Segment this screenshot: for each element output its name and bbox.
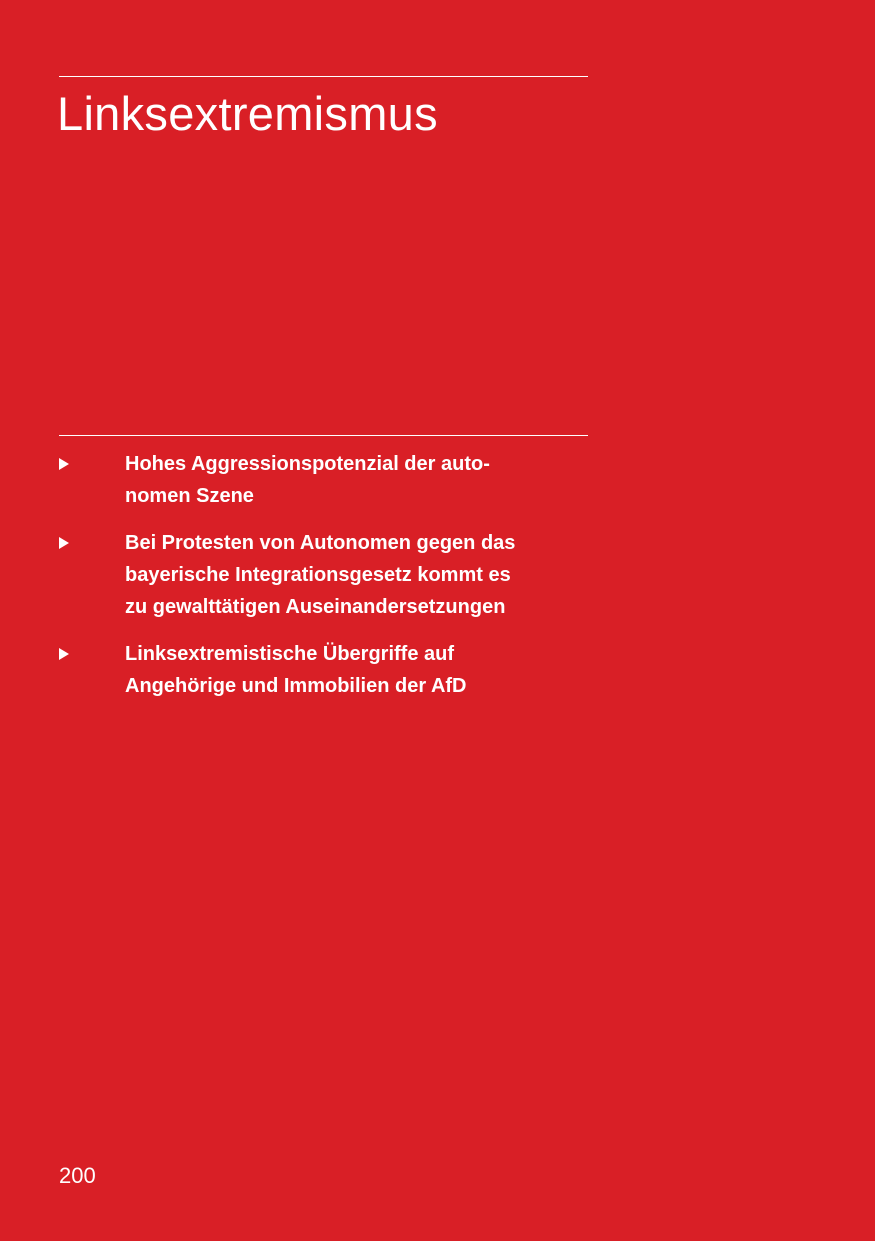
summary-item-line: Bei Protesten von Autonomen gegen das bbox=[125, 532, 516, 554]
summary-item-line: bayerische Integrationsgesetz kommt es bbox=[125, 564, 511, 586]
page-title: Linksextremismus bbox=[57, 87, 438, 140]
triangle-right-icon bbox=[59, 648, 69, 660]
triangle-right-icon bbox=[59, 458, 69, 470]
summary-item bbox=[59, 448, 589, 512]
summary-item-line: Hohes Aggressionspotenzial der auto- bbox=[125, 453, 490, 475]
summary-item-line: zu gewalttätigen Auseinandersetzungen bbox=[125, 596, 506, 618]
summary-item-line: Linksextremistische Übergriffe auf bbox=[125, 643, 454, 665]
summary-item-line: Angehörige und Immobilien der AfD bbox=[125, 675, 467, 697]
page-number: 200 bbox=[59, 1163, 96, 1188]
summary-item bbox=[59, 527, 589, 623]
triangle-right-icon bbox=[59, 537, 69, 549]
summary-item-line: nomen Szene bbox=[125, 485, 254, 507]
summary-item bbox=[59, 638, 589, 702]
top-divider bbox=[59, 76, 588, 77]
summary-list bbox=[59, 448, 589, 717]
summary-divider bbox=[59, 435, 588, 436]
